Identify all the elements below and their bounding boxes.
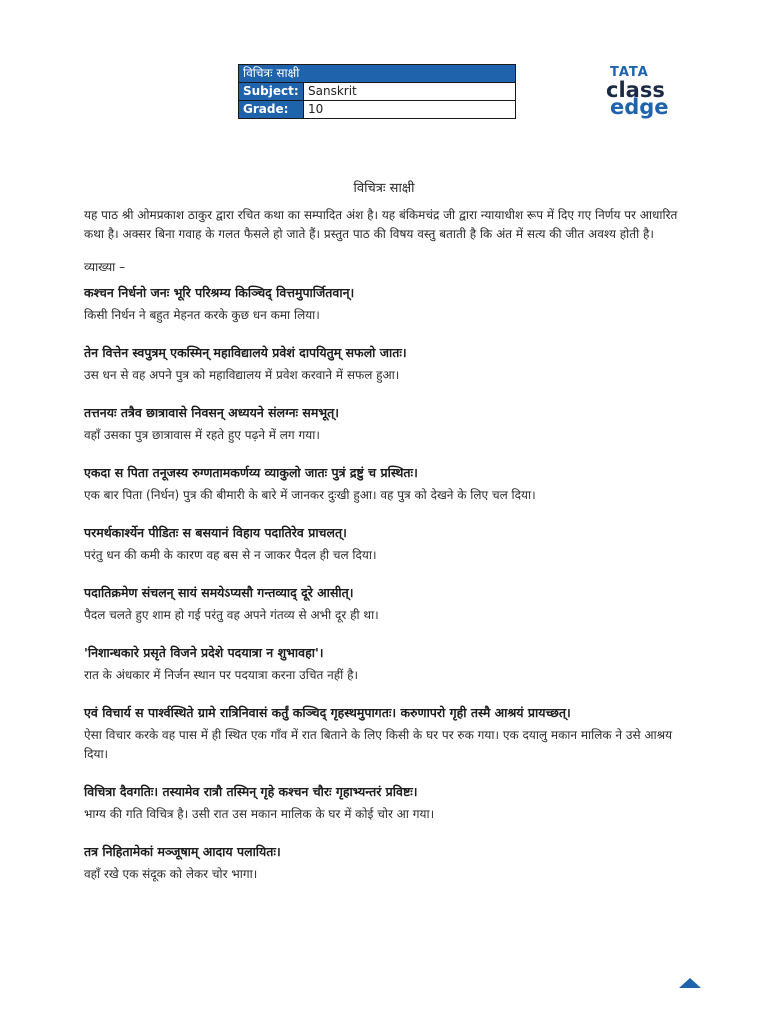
logo-line-3: edge	[610, 95, 669, 119]
sanskrit-verse: पदातिक्रमेण संचलन् सायं समयेऽप्यसौ गन्तव्याद् दूरे आसीत्।	[84, 585, 354, 600]
hindi-translation: वहाँ रखे एक संदूक को लेकर चोर भागा।	[84, 867, 258, 881]
tata-class-edge-logo	[606, 66, 686, 118]
hindi-translation: एक बार पिता (निर्धन) पुत्र की बीमारी के बारे में जानकर दुःखी हुआ। वह पुत्र को देखने के लिए चल दिया।	[84, 488, 536, 502]
hindi-translation: ऐसा विचार करके वह पास में ही स्थित एक गाँव में रात बिताने के लिए किसी के घर पर रुक गया। एक दयालु मकान मालिक ने उसे आश्रय दिया।	[84, 728, 673, 761]
logo-line-1: TATA	[610, 65, 649, 80]
hindi-translation: किसी निर्धन ने बहुत मेहनत करके कुछ धन कमा लिया।	[84, 308, 320, 322]
verse-block	[84, 283, 684, 325]
subject-value: Sanskrit	[304, 83, 516, 101]
grade-row	[239, 101, 516, 119]
sanskrit-verse: एकदा स पिता तनूजस्य रुग्णतामकर्णय्य व्याकुलो जातः पुत्रं द्रष्टुं च प्रस्थितः।	[84, 465, 418, 480]
subject-row	[239, 83, 516, 101]
hindi-translation: वहाँ उसका पुत्र छात्रावास में रहते हुए पढ़ने में लग गया।	[84, 428, 320, 442]
hindi-translation: रात के अंधकार में निर्जन स्थान पर पदयात्रा करना उचित नहीं है।	[84, 668, 358, 682]
sanskrit-verse: तत्र निहितामेकां मञ्जूषाम् आदाय पलायितः।	[84, 844, 281, 859]
verse-block	[84, 583, 684, 625]
vyakhya-label: व्याख्या –	[84, 260, 126, 274]
sanskrit-verse: कश्चन निर्धनो जनः भूरि परिश्रम्य किञ्चिद् वित्तमुपार्जितवान्।	[84, 285, 355, 300]
verse-block	[84, 703, 684, 764]
document-title: विचित्रः साक्षी	[353, 181, 415, 196]
verse-block	[84, 643, 684, 685]
info-table-title-row	[239, 65, 516, 83]
sanskrit-verse: विचित्रा दैवगतिः। तस्यामेव रात्रौ तस्मिन् गृहे कश्चन चौरः गृहाभ्यन्तरं प्रविष्टः।	[84, 784, 418, 799]
sanskrit-verse: तत्तनयः तत्रैव छात्रावासे निवसन् अध्ययने संलग्नः समभूत्।	[84, 405, 340, 420]
info-table	[238, 64, 516, 119]
sanskrit-verse: परमर्थकार्श्येन पीडितः स बसयानं विहाय पदातिरेव प्राचलत्।	[84, 525, 347, 540]
document-body	[84, 178, 684, 902]
verse-block	[84, 842, 684, 884]
logo-line-2: class	[606, 78, 665, 102]
subject-label: Subject:	[239, 83, 304, 101]
verse-block	[84, 343, 684, 385]
intro-paragraph: यह पाठ श्री ओमप्रकाश ठाकुर द्वारा रचित कथा का सम्पादित अंश है। यह बंकिमचंद्र जी द्वारा न्यायाधीश रूप में दिए गए निर्णय पर आधारित कथा है। अक्सर बिना गवाह के गलत फैसले हो जाते हैं। प्रस्तुत पाठ की विषय वस्तु बताती है कि अंत में सत्य की जीत अवश्य होती है।	[84, 208, 678, 241]
verse-block	[84, 463, 684, 505]
hindi-translation: पैदल चलते हुए शाम हो गई परंतु वह अपने गंतव्य से अभी दूर ही था।	[84, 608, 379, 622]
verse-block	[84, 523, 684, 565]
hindi-translation: भाग्य की गति विचित्र है। उसी रात उस मकान मालिक के घर में कोई चोर आ गया।	[84, 807, 435, 821]
sanskrit-verse: 'निशान्धकारे प्रसृते विजने प्रदेशे पदयात्रा न शुभावहा'।	[84, 645, 324, 660]
grade-value: 10	[304, 101, 516, 119]
info-table-title: विचित्रः साक्षी	[239, 65, 516, 83]
hindi-translation: उस धन से वह अपने पुत्र को महाविद्यालय में प्रवेश करवाने में सफल हुआ।	[84, 368, 400, 382]
sanskrit-verse: तेन वित्तेन स्वपुत्रम् एकस्मिन् महाविद्यालये प्रवेशं दापयितुम् सफलो जातः।	[84, 345, 407, 360]
sanskrit-verse: एवं विचार्य स पार्श्वस्थिते ग्रामे रात्रिनिवासं कर्तुं कञ्चिद् गृहस्थमुपागतः। करुणापरो गृही तस्मै आश्रयं प्रायच्छत्।	[84, 705, 571, 720]
verse-block	[84, 782, 684, 824]
grade-label: Grade:	[239, 101, 304, 119]
scroll-up-triangle-icon[interactable]	[679, 978, 701, 988]
verse-block	[84, 403, 684, 445]
hindi-translation: परंतु धन की कमी के कारण वह बस से न जाकर पैदल ही चल दिया।	[84, 548, 377, 562]
